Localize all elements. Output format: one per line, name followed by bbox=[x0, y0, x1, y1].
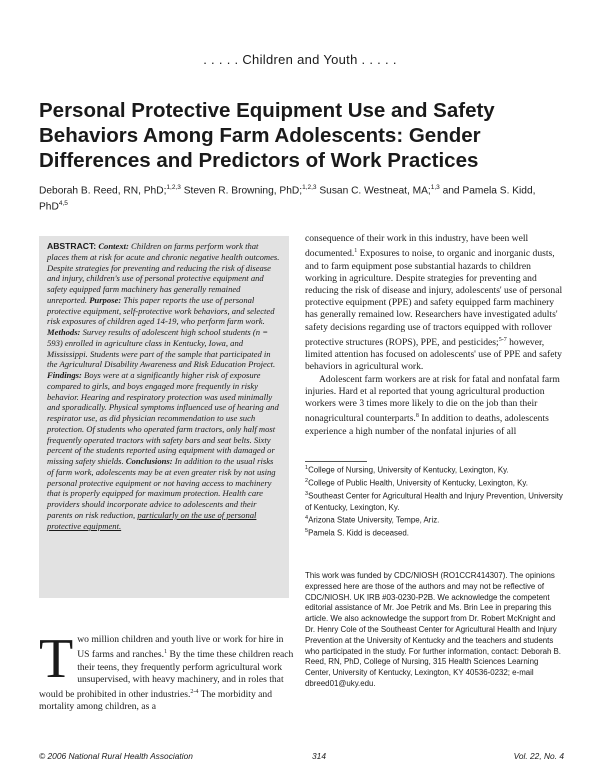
abstract-conclusions: In addition to the usual risks of farm work, adolescents may be at even greater risk by not using personal protective equipment or not having access to machinery that is properly equipped for maximum protection. Health care providers should incorporate advice to adolescents and their parents on risk reduction, bbox=[47, 456, 276, 520]
abstract-conclusions-tail: particularly on the use of personal protective equipment. bbox=[47, 509, 257, 531]
abstract-purpose-label: Purpose: bbox=[89, 294, 122, 305]
page-number: 314 bbox=[312, 751, 326, 761]
drop-cap: T bbox=[39, 628, 74, 690]
copyright: © 2006 National Rural Health Association bbox=[39, 751, 193, 761]
affiliation-list bbox=[305, 463, 563, 540]
intro-text: wo million children and youth live or work for hire in US farms and ranches. bbox=[77, 634, 284, 661]
affiliation-text: Arizona State University, Tempe, Ariz. bbox=[308, 515, 440, 525]
affiliation-mark: 2 bbox=[305, 478, 309, 485]
affiliation-item bbox=[305, 463, 563, 476]
abstract-methods-label: Methods: bbox=[47, 327, 81, 337]
footnote-divider bbox=[305, 461, 367, 462]
body-text: consequence of their work in this industry, have been well documented. bbox=[305, 233, 529, 260]
body-paragraph bbox=[305, 233, 563, 374]
body-column-right bbox=[305, 233, 563, 438]
abstract-conclusions-label: Conclusions: bbox=[125, 456, 173, 466]
abstract-findings: Boys were at a significantly higher risk of exposure compared to girls, and boys engaged more frequently in risky behavior. Hearing and respiratory protection was used minimally and sporadically. Physical symptoms influenced use of hearing and respirator use, as did physician recommendation to use such protection. Of students who operated farm tractors, only half most frequently operated tractors with safety bars and seat belts. Sixty percent of the students reported using equipment with damaged or missing safety shields. bbox=[47, 370, 279, 466]
abstract-context-label: Context: bbox=[98, 241, 129, 251]
affiliation-text: College of Nursing, University of Kentucky, Lexington, Ky. bbox=[308, 465, 509, 475]
intro-paragraph bbox=[39, 628, 294, 714]
abstract-purpose: This paper reports the use of personal protective equipment, self-protective work behaviors, and selected risk exposures of children aged 14-19, who perform farm work. bbox=[47, 294, 275, 327]
intro-text: The morbidity and mortality among children, as a bbox=[39, 689, 272, 713]
author-affiliation-mark: 1,2,3 bbox=[166, 184, 181, 191]
affiliation-item bbox=[305, 513, 563, 526]
body-text: In addition to deaths, adolescents experience a high number of the nonfatal injuries of all bbox=[305, 413, 549, 437]
affiliation-item bbox=[305, 489, 563, 513]
article-title: Personal Protective Equipment Use and Safety Behaviors Among Farm Adolescents: Gender Differences and Predictors of Work Practices bbox=[39, 99, 495, 172]
reference-mark: 1 bbox=[164, 649, 168, 656]
affiliation-item bbox=[305, 526, 563, 539]
affiliation-mark: 3 bbox=[305, 491, 309, 498]
author-affiliation-mark: 4,5 bbox=[58, 200, 68, 208]
section-header: . . . . . Children and Youth . . . . . bbox=[203, 52, 397, 67]
intro-text: By the time these children reach their teens, they frequently perform agricultural work unsupervised, with heavy machinery, and in roles that would be prohibited in other industries. bbox=[39, 649, 294, 701]
reference-mark: 1 bbox=[354, 248, 358, 255]
affiliation-mark: 4 bbox=[305, 515, 309, 522]
body-paragraph bbox=[305, 374, 563, 438]
body-text: Exposures to noise, to organic and inorganic dusts, and to farm equipment pose substantial hazards to children working in agriculture. Despite strategies for preventing and reducing the risk of disease and injury, adolescents' use of personal protective equipment (PPE) and safety equipped farm machinery has generally remained low. Researchers have investigated adults' safety decisions regarding use of tractors equipped with rollover protective structures (ROPS), PPE, and pesticides; bbox=[305, 248, 563, 348]
abstract-methods: Survey results of adolescent high school students (n = 593) enrolled in agriculture class in Kentucky, Iowa, and Mississippi. Students were part of the sample that participated in the Agricultural Disability Awareness and Risk Education Project. bbox=[47, 327, 276, 370]
abstract-context: Children on farms perform work that places them at risk for acute and chronic negative health outcomes. Despite strategies for preventing and reducing the risk of disease and injury, children's use of personal protective equipment and safety equipped farm machinery has generally remained unreported. bbox=[47, 241, 280, 305]
abstract-box bbox=[39, 236, 289, 598]
reference-mark: 8 bbox=[415, 413, 419, 420]
reference-mark: 5-7 bbox=[498, 336, 507, 343]
author-name: Susan C. Westneat, MA; bbox=[316, 185, 431, 197]
author-name: Steven R. Browning, PhD; bbox=[180, 185, 303, 197]
affiliation-text: Southeast Center for Agricultural Health and Injury Prevention, University of Kentucky, Lexington, Ky. bbox=[305, 492, 563, 512]
reference-mark: 2-4 bbox=[190, 689, 199, 695]
body-text: Adolescent farm workers are at risk for fatal and nonfatal farm injuries. Hard et al reported that young agricultural production workers were 3 times more likely to die on the job than their nonagricultural counterparts. bbox=[305, 373, 560, 425]
affiliation-item bbox=[305, 476, 563, 489]
author-affiliation-mark: 1,3 bbox=[430, 184, 440, 191]
affiliation-text: Pamela S. Kidd is deceased. bbox=[308, 529, 409, 539]
author-list bbox=[39, 181, 559, 214]
abstract-label: ABSTRACT: bbox=[47, 241, 97, 251]
author-name: Deborah B. Reed, RN, PhD; bbox=[39, 185, 167, 197]
author-affiliation-mark: 1,2,3 bbox=[302, 184, 317, 191]
journal-volume: Vol. 22, No. 4 bbox=[513, 751, 564, 761]
affiliation-mark: 1 bbox=[305, 465, 309, 471]
funding-note: This work was funded by CDC/NIOSH (RO1CCR414307). The opinions expressed here are those of the authors and may not be reflective of CDC/NIOSH. UK IRB #03-0230-P2B. We acknowledge the competent editorial assistance of Mr. Joe Petrik and Ms. Brin Lee in preparing this article. We also acknowledge the support from Dr. Robert McKnight and Dr. Henry Cole of the Southeast Center for Agricultural Health and Injury Prevention at the University of Kentucky and the teachers and students who participated in the study. For further information, contact: Deborah B. Reed, RN, PhD, College of Nursing, 315 Health Sciences Learning Center, University of Kentucky, Lexington, KY 40536-0232; e-mail dbreed01@uky.edu. bbox=[305, 571, 561, 688]
affiliation-text: College of Public Health, University of Kentucky, Lexington, Ky. bbox=[308, 478, 528, 488]
author-name: and Pamela S. Kidd, PhD bbox=[39, 185, 536, 213]
body-text: however, limited attention has focused on adolescents' use of PPE and safety behaviors in agricultural work. bbox=[305, 337, 562, 373]
abstract-findings-label: Findings: bbox=[47, 370, 82, 380]
affiliation-mark: 5 bbox=[305, 528, 309, 535]
